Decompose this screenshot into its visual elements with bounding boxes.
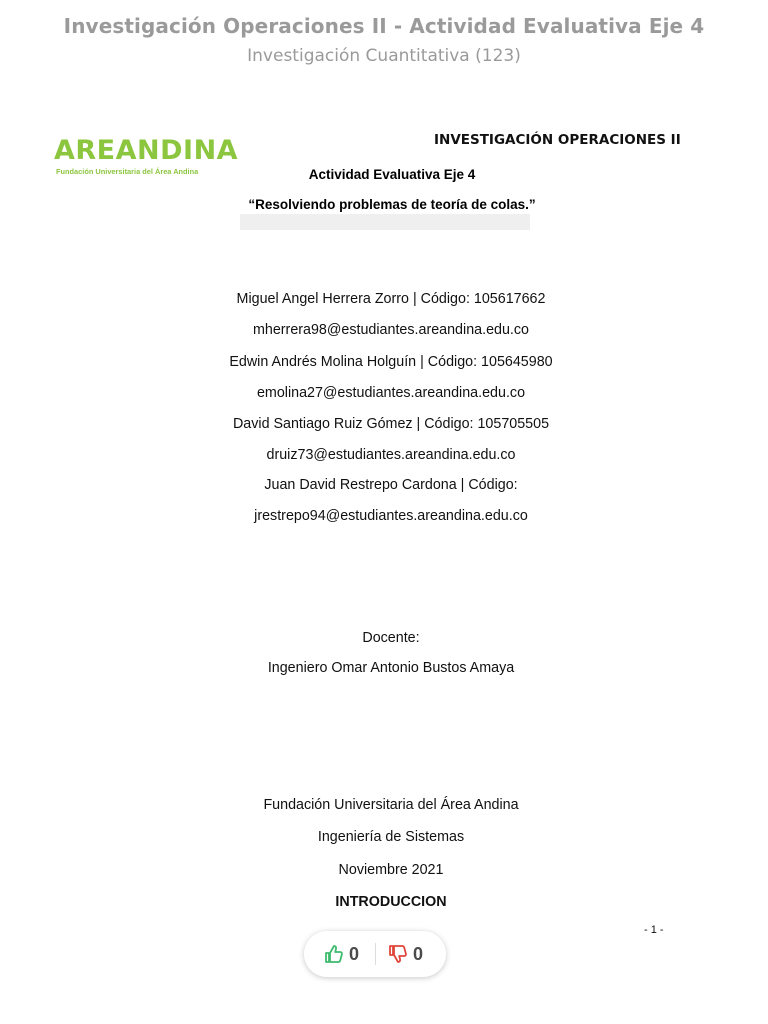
logo-wordmark: AREANDINA (54, 135, 239, 166)
author-email: druiz73@estudiantes.areandina.edu.co (266, 447, 516, 463)
thumbs-down-icon (388, 945, 408, 963)
author-email: jrestrepo94@estudiantes.areandina.edu.co (254, 508, 528, 524)
upvote-count: 0 (349, 943, 360, 964)
vote-divider (375, 943, 376, 965)
section-heading: INTRODUCCION (335, 894, 447, 910)
author-email: mherrera98@estudiantes.areandina.edu.co (252, 322, 529, 338)
document-subtitle: Investigación Cuantitativa (123) (247, 46, 521, 66)
author-email: emolina27@estudiantes.areandina.edu.co (256, 385, 526, 401)
document-title: Investigación Operaciones II - Actividad Evaluativa Eje 4 (63, 14, 705, 38)
author-line: Juan David Restrepo Cardona | Código: (264, 477, 518, 493)
institution-name: Fundación Universitaria del Área Andina (263, 797, 519, 813)
upvote-button[interactable] (324, 931, 359, 977)
teacher-label: Docente: (362, 630, 420, 646)
document-date: Noviembre 2021 (338, 862, 444, 878)
logo-tagline: Fundación Universitaria del Área Andina (56, 167, 199, 176)
author-line: David Santiago Ruiz Gómez | Código: 105705505 (232, 416, 550, 432)
activity-title: “Resolviendo problemas de teoría de colas.” (248, 197, 536, 212)
thumbs-up-icon (324, 945, 344, 963)
teacher-name: Ingeniero Omar Antonio Bustos Amaya (267, 660, 515, 676)
author-line: Miguel Angel Herrera Zorro | Código: 105617662 (236, 291, 546, 307)
course-heading: INVESTIGACIÓN OPERACIONES II (434, 132, 681, 148)
downvote-count: 0 (413, 943, 424, 964)
highlight-bar (240, 214, 530, 230)
author-line: Edwin Andrés Molina Holguín | Código: 105645980 (229, 354, 553, 370)
downvote-button[interactable] (388, 931, 423, 977)
program-name: Ingeniería de Sistemas (317, 829, 465, 845)
page-number: - 1 - (644, 924, 664, 936)
activity-label: Actividad Evaluativa Eje 4 (308, 167, 476, 182)
vote-widget (304, 931, 446, 977)
